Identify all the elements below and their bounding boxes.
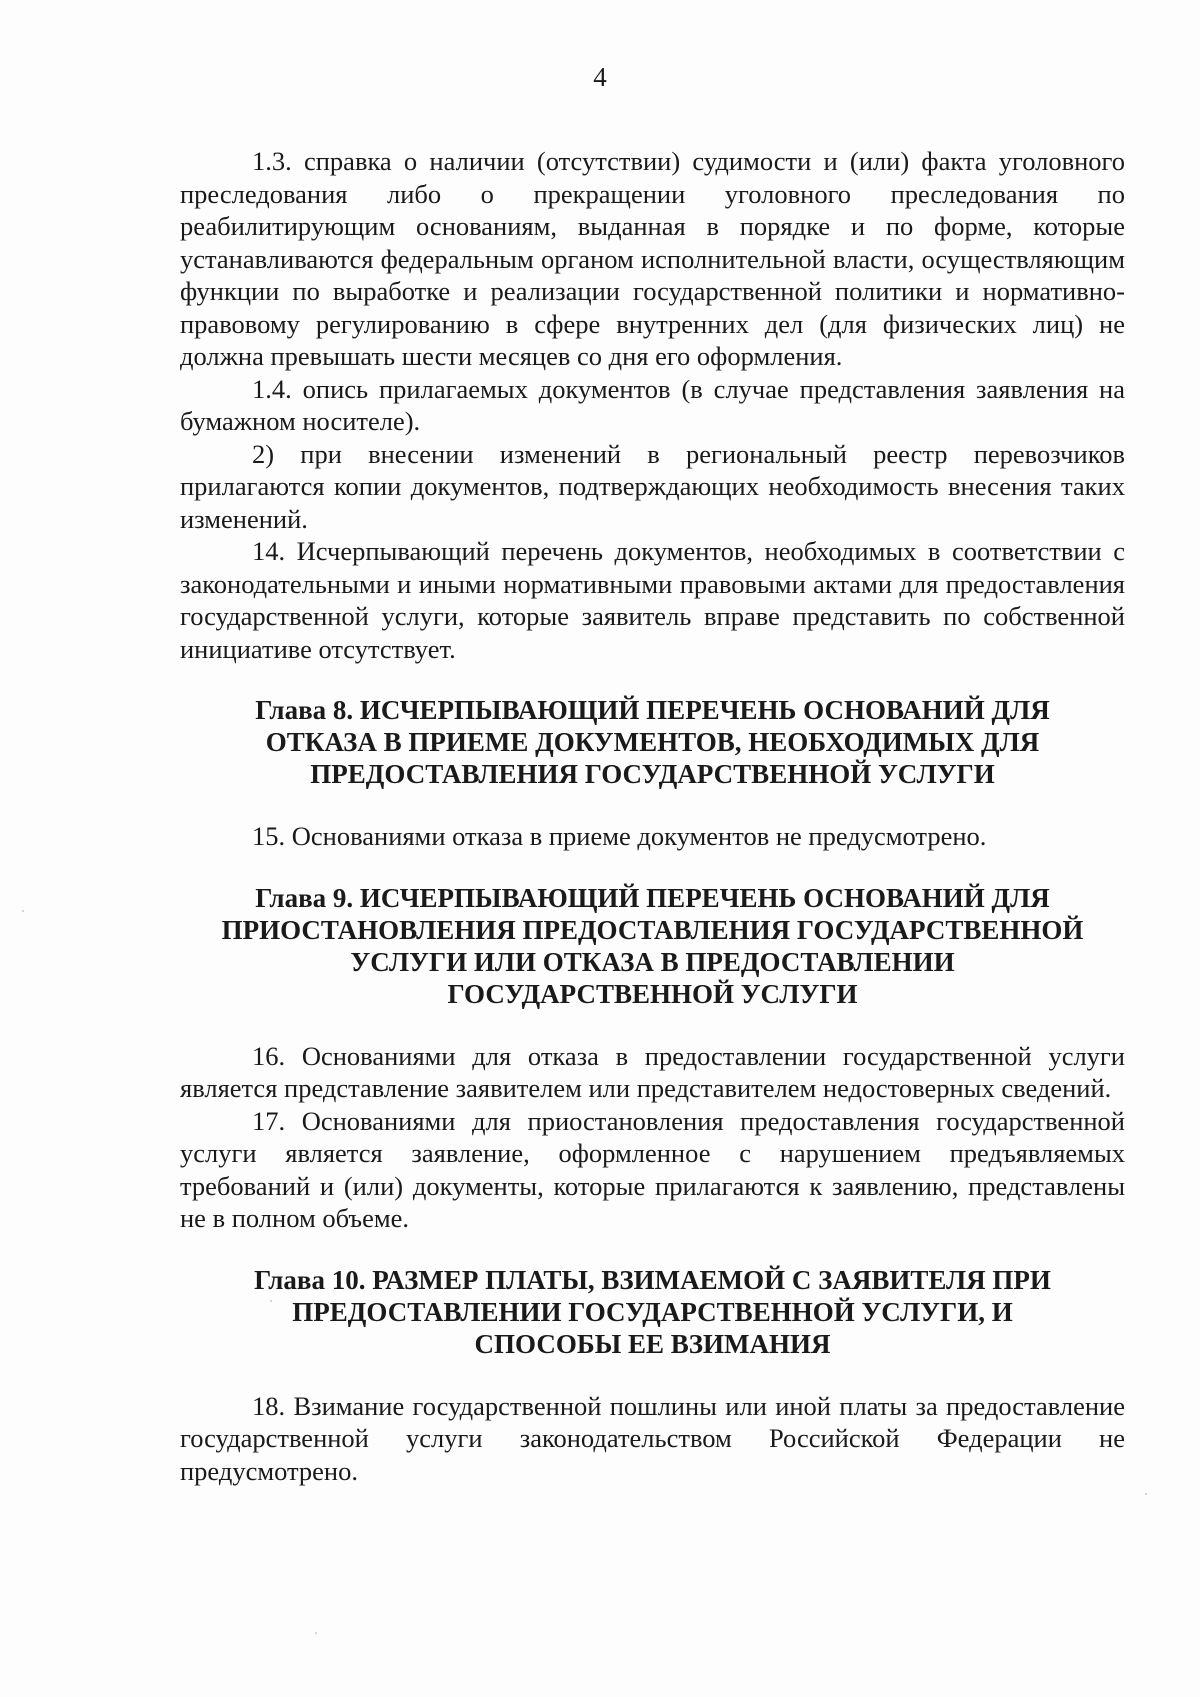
paragraph-2: 2) при внесении изменений в региональный реестр перевозчиков прилагаются копии документов, подтверждающих необходимость внесения таких изменений. <box>180 438 1125 534</box>
paragraph-14: 14. Исчерпывающий перечень документов, необходимых в соответствии с законодательными и иными нормативными правовыми актами для предоставления государственной услуги, которые заявитель вправе представить по собственной инициативе отсутствует. <box>180 536 1125 664</box>
document-body <box>180 145 1125 1487</box>
scan-speck <box>315 1632 317 1634</box>
scan-speck <box>22 910 24 912</box>
paragraph-15: 15. Основаниями отказа в приеме документов не предусмотрено. <box>252 821 987 851</box>
scan-speck <box>1145 1493 1147 1495</box>
paragraph-18: 18. Взимание государственной пошлины или иной платы за предоставление государственной услуги законодательством Российской Федерации не предусмотрено. <box>180 1390 1125 1486</box>
scan-speck <box>270 1300 272 1302</box>
paragraph-16: 16. Основаниями для отказа в предоставлении государственной услуги является представление заявителем или представителем недостоверных сведений. <box>180 1040 1125 1103</box>
page-number: 4 <box>593 62 607 92</box>
paragraph-17: 17. Основаниями для приостановления предоставления государственной услуги является заявление, оформленное с нарушением предъявляемых требований и (или) документы, которые прилагаются к заявлению, представлены не в полном объеме. <box>180 1105 1125 1233</box>
chapter-9-heading: Глава 9. ИСЧЕРПЫВАЮЩИЙ ПЕРЕЧЕНЬ ОСНОВАНИЙ ДЛЯ ПРИОСТАНОВЛЕНИЯ ПРЕДОСТАВЛЕНИЯ ГОСУДАРСТВЕННОЙ УСЛУГИ ИЛИ ОТКАЗА В ПРЕДОСТАВЛЕНИИ ГОСУДАРСТВЕННОЙ УСЛУГИ <box>221 882 1084 1009</box>
paragraph-1-3: 1.3. справка о наличии (отсутствии) судимости и (или) факта уголовного преследования либо о прекращении уголовного преследования по реабилитирующим основаниям, выданная в порядке и по форме, которые устанавливаются федеральным органом исполнительной власти, осуществляющим функции по выработке и реализации государственной политики и нормативно-правовому регулированию в сфере внутренних дел (для физических лиц) не должна превышать шести месяцев со дня его оформления. <box>180 146 1125 371</box>
chapter-10-heading: Глава 10. РАЗМЕР ПЛАТЫ, ВЗИМАЕМОЙ С ЗАЯВИТЕЛЯ ПРИ ПРЕДОСТАВЛЕНИИ ГОСУДАРСТВЕННОЙ УСЛУГИ, И СПОСОБЫ ЕЕ ВЗИМАНИЯ <box>254 1264 1051 1359</box>
paragraph-1-4: 1.4. опись прилагаемых документов (в случае представления заявления на бумажном носителе). <box>180 373 1125 436</box>
chapter-8-heading: Глава 8. ИСЧЕРПЫВАЮЩИЙ ПЕРЕЧЕНЬ ОСНОВАНИЙ ДЛЯ ОТКАЗА В ПРИЕМЕ ДОКУМЕНТОВ, НЕОБХОДИМЫХ ДЛЯ ПРЕДОСТАВЛЕНИЯ ГОСУДАРСТВЕННОЙ УСЛУГИ <box>255 695 1050 789</box>
